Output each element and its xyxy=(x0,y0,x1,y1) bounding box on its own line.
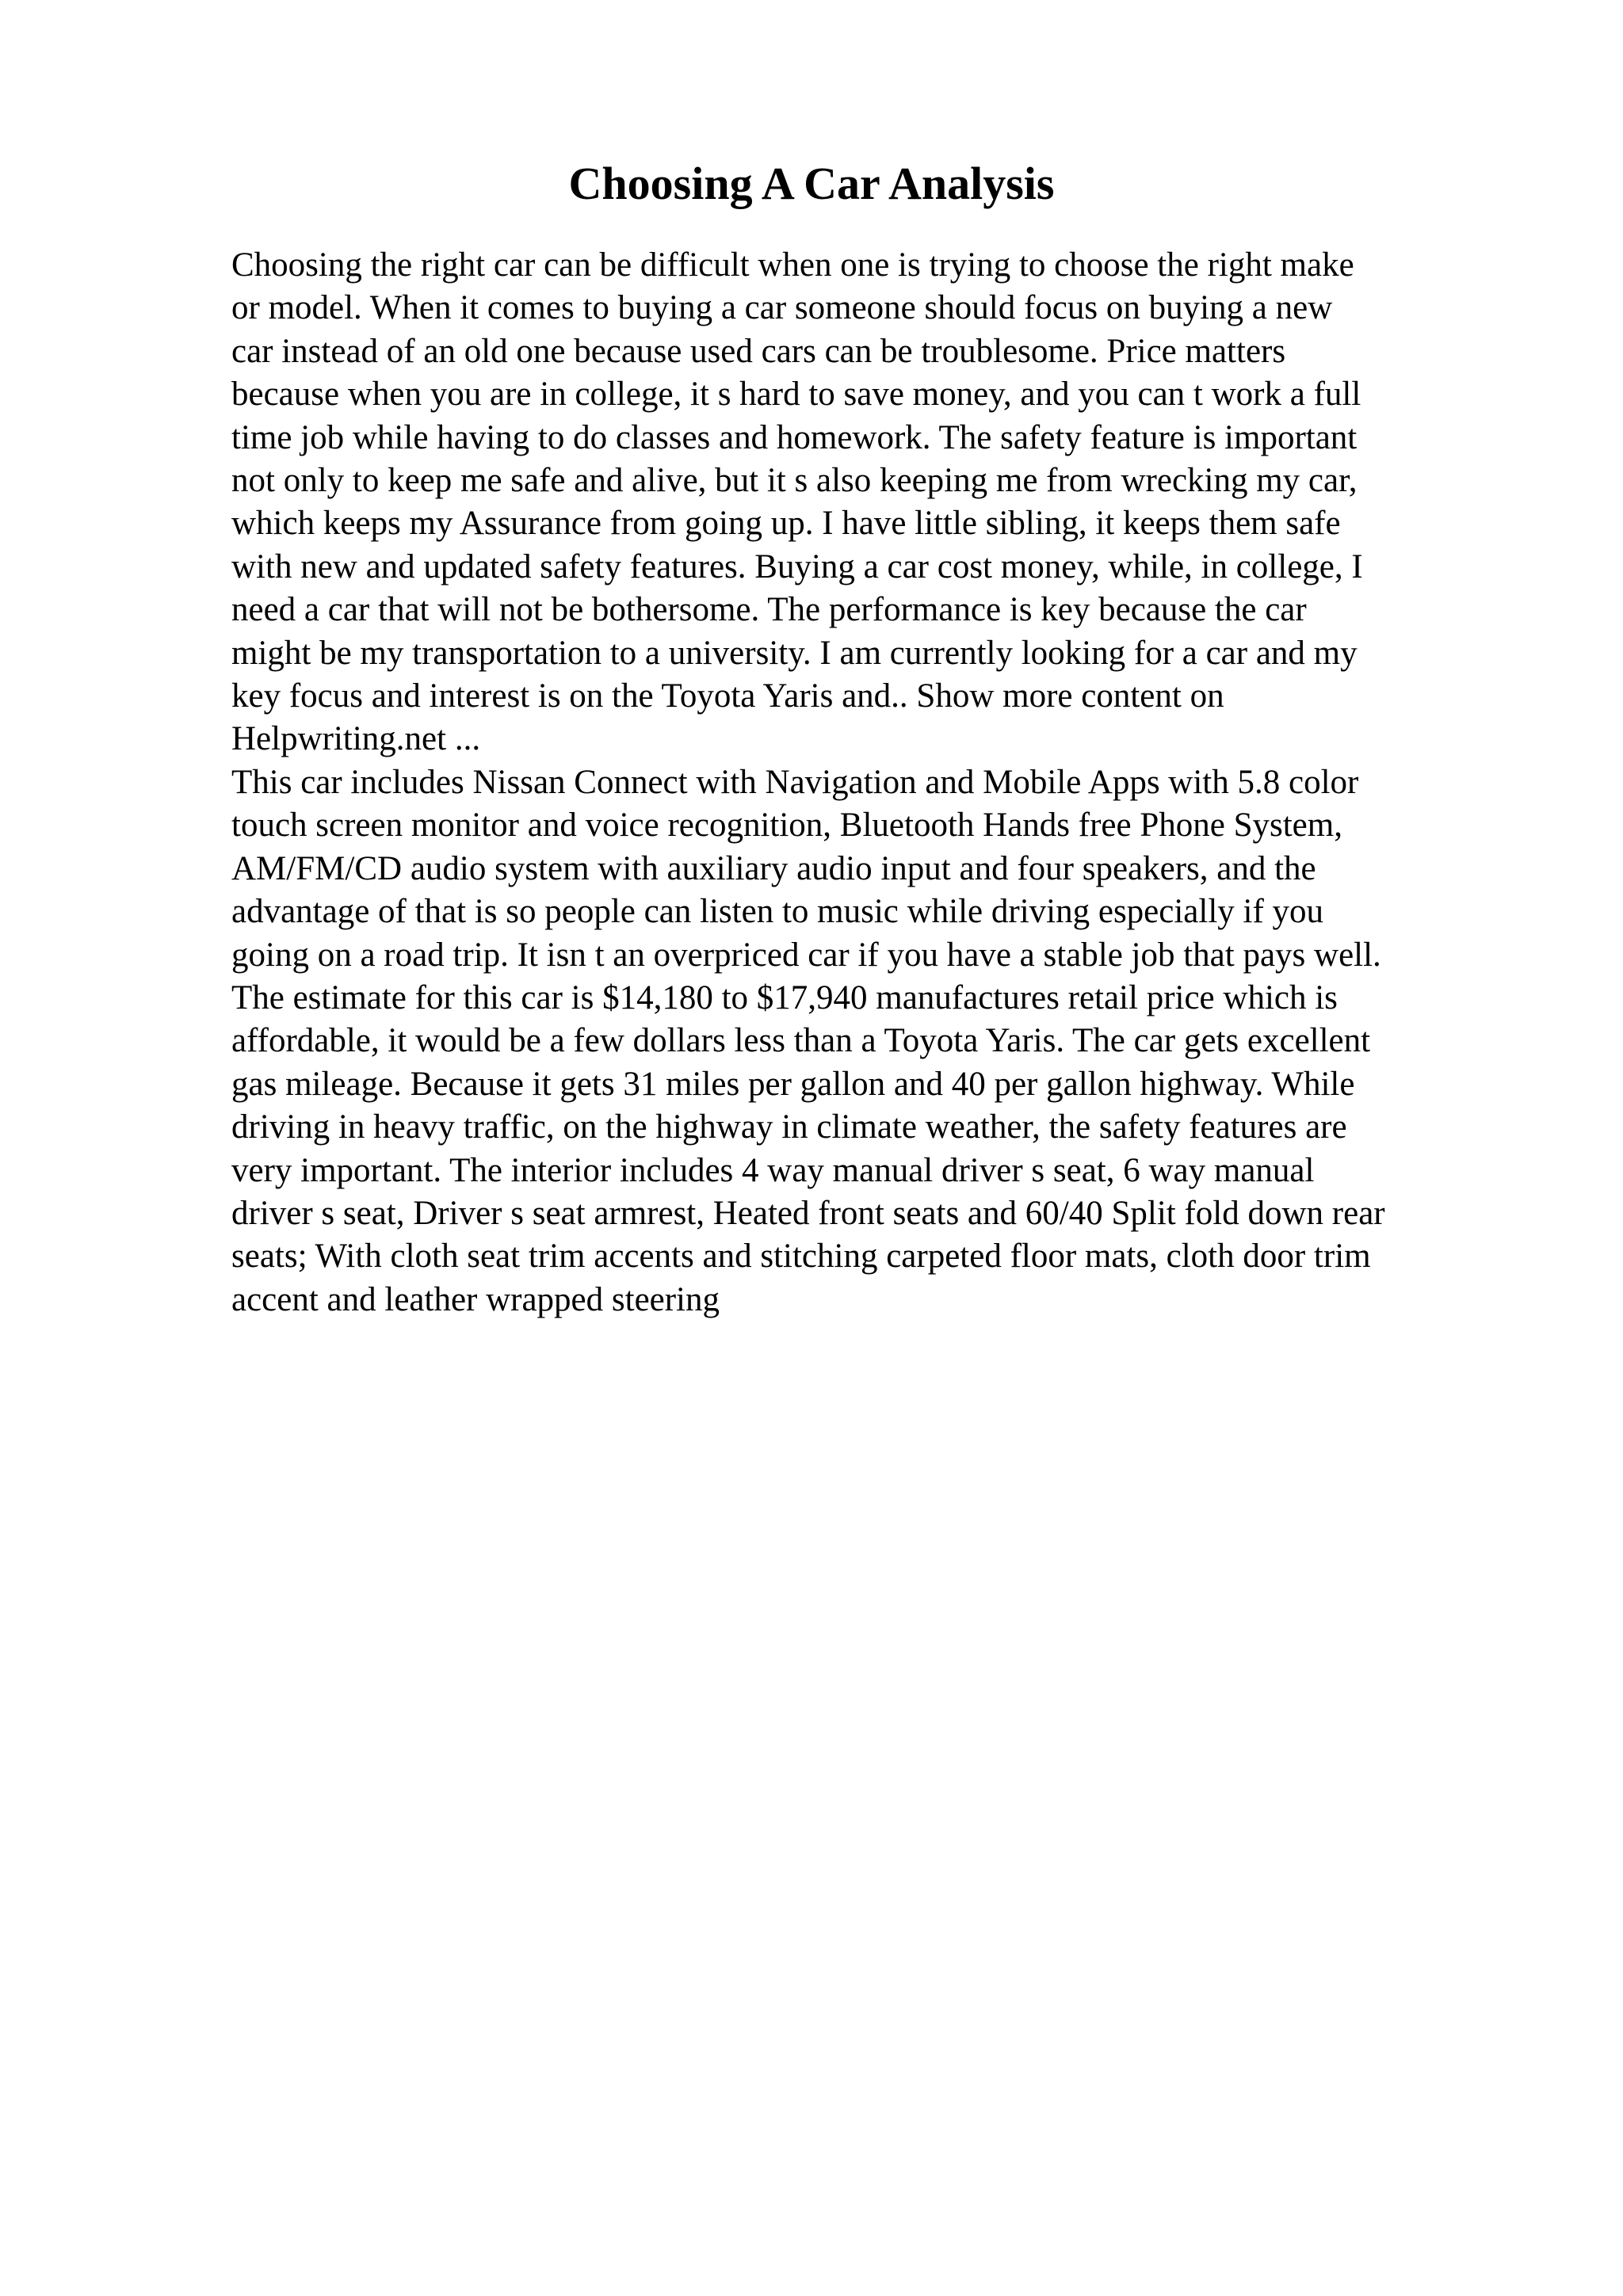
body-line: touch screen monitor and voice recognition, Bluetooth Hands free Phone System, xyxy=(231,807,1342,845)
document-body xyxy=(231,244,1499,1322)
body-line: accent and leather wrapped steering xyxy=(231,1280,720,1318)
body-line: Choosing the right car can be difficult when one is trying to choose the right make xyxy=(231,246,1354,284)
body-line: seats; With cloth seat trim accents and stitching carpeted floor mats, cloth door trim xyxy=(231,1238,1371,1276)
body-line: advantage of that is so people can listen to music while driving especially if you xyxy=(231,893,1324,931)
body-line: with new and updated safety features. Buying a car cost money, while, in college, I xyxy=(231,547,1363,585)
body-line: because when you are in college, it s hard to save money, and you can t work a full xyxy=(231,376,1361,414)
body-line: car instead of an old one because used cars can be troublesome. Price matters xyxy=(231,332,1286,370)
body-line: The estimate for this car is $14,180 to $17,940 manufactures retail price which is xyxy=(231,978,1338,1016)
body-line: need a car that will not be bothersome. The performance is key because the car xyxy=(231,591,1307,629)
body-line: driving in heavy traffic, on the highway in climate weather, the safety features are xyxy=(231,1108,1347,1146)
body-line: time job while having to do classes and homework. The safety feature is important xyxy=(231,418,1358,456)
body-line: gas mileage. Because it gets 31 miles per gallon and 40 per gallon highway. While xyxy=(231,1065,1355,1103)
body-line: driver s seat, Driver s seat armrest, Heated front seats and 60/40 Split fold down rear xyxy=(231,1194,1385,1232)
body-line: This car includes Nissan Connect with Navigation and Mobile Apps with 5.8 color xyxy=(231,763,1359,801)
document-title: Choosing A Car Analysis xyxy=(568,158,1055,209)
body-line: not only to keep me safe and alive, but it s also keeping me from wrecking my car, xyxy=(231,462,1358,500)
body-line: which keeps my Assurance from going up. I have little sibling, it keeps them safe xyxy=(231,505,1341,543)
body-line: might be my transportation to a university. I am currently looking for a car and my xyxy=(231,634,1358,672)
body-line: going on a road trip. It isn t an overpriced car if you have a stable job that pays well. xyxy=(231,936,1381,974)
body-line: AM/FM/CD audio system with auxiliary audio input and four speakers, and the xyxy=(231,849,1316,887)
body-line: key focus and interest is on the Toyota Yaris and.. Show more content on xyxy=(231,677,1224,715)
body-line: affordable, it would be a few dollars less than a Toyota Yaris. The car gets excellent xyxy=(231,1022,1371,1060)
body-line: very important. The interior includes 4 way manual driver s seat, 6 way manual xyxy=(231,1151,1315,1189)
body-line: Helpwriting.net ... xyxy=(231,720,481,758)
body-line: or model. When it comes to buying a car someone should focus on buying a new xyxy=(231,289,1333,327)
